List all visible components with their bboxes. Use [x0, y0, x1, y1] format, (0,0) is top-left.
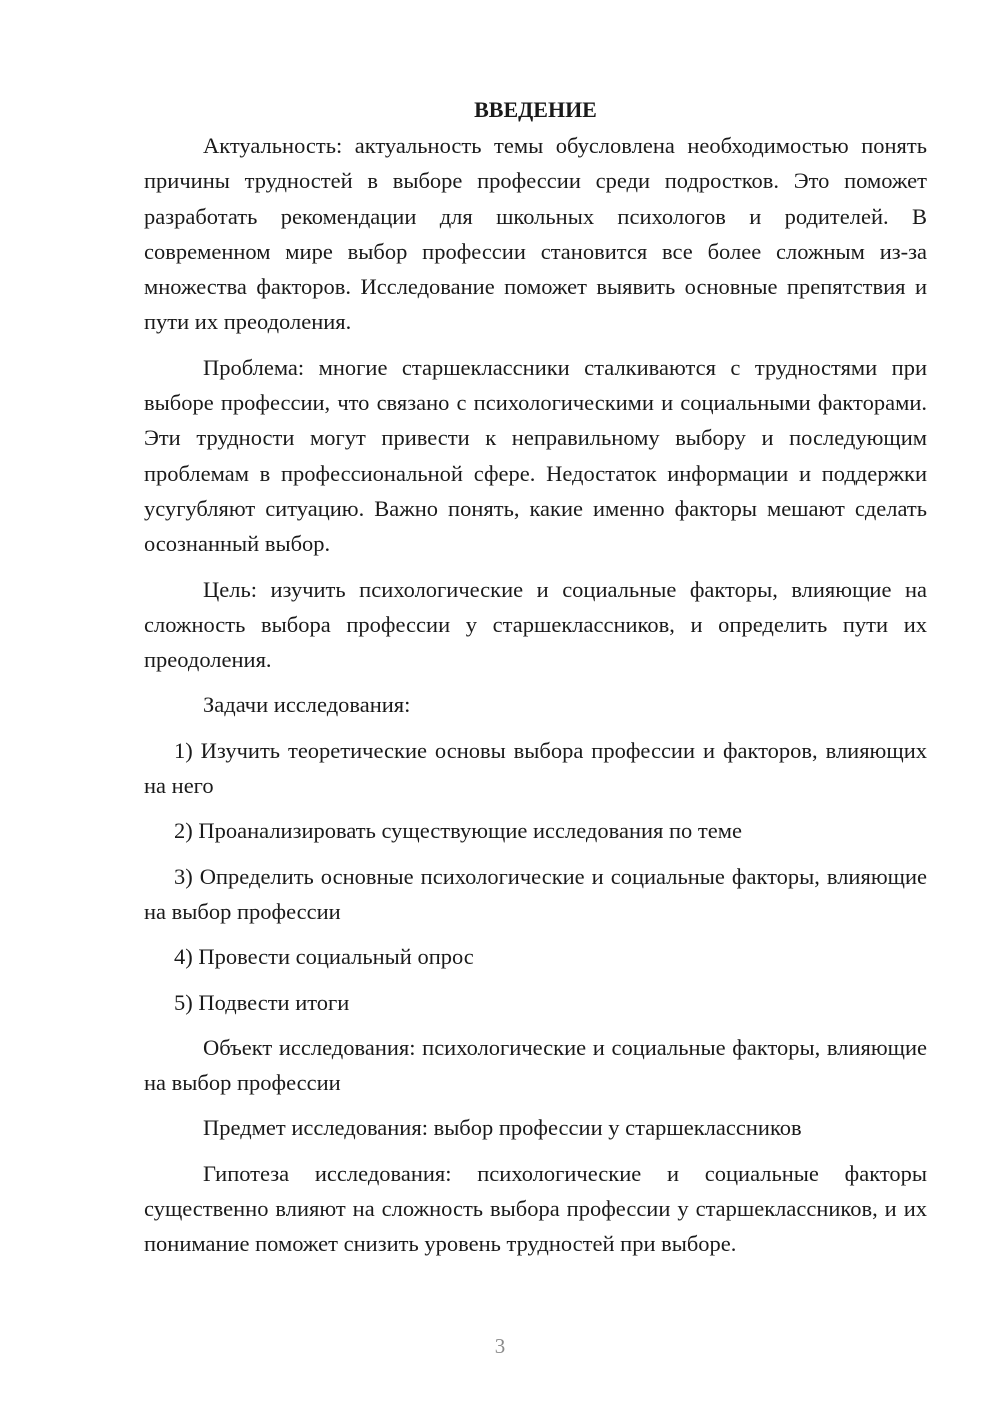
task-item-4: 4) Провести социальный опрос — [174, 944, 474, 970]
problem-paragraph: Проблема: многие старшеклассники сталкиваются с трудностями при выборе профессии, что связано с психологическими и социальными факторами. Эти трудности могут привести к неправильному выбору и последующим проблемам в профессиональной сфере. Недостаток информации и поддержки усугубляют ситуацию. Важно понять, какие именно факторы мешают сделать осознанный выбор. — [144, 354, 927, 557]
task-item-5: 5) Подвести итоги — [174, 989, 350, 1015]
relevance-paragraph: Актуальность: актуальность темы обусловлена необходимостью понять причины трудностей в выборе профессии среди подростков. Это поможет разработать рекомендации для школьных психологов и родителей. В современном мире выбор профессии становится все более сложным из-за множества факторов. Исследование поможет выявить основные препятствия и пути их преодоления. — [144, 133, 927, 335]
document-body — [144, 92, 927, 1262]
task-item-3: 3) Определить основные психологические и социальные факторы, влияющие на выбор профессии — [144, 863, 927, 924]
section-heading: ВВЕДЕНИЕ — [474, 97, 597, 122]
tasks-title: Задачи исследования: — [203, 692, 411, 718]
subject-paragraph: Предмет исследования: выбор профессии у старшеклассников — [203, 1115, 802, 1141]
page-number: 3 — [494, 1334, 506, 1358]
object-paragraph: Объект исследования: психологические и социальные факторы, влияющие на выбор профессии — [144, 1034, 927, 1096]
goal-paragraph: Цель: изучить психологические и социальные факторы, влияющие на сложность выбора профессии у старшеклассников, и определить пути их преодоления. — [144, 576, 927, 673]
task-item-2: 2) Проанализировать существующие исследования по теме — [174, 818, 742, 844]
hypothesis-paragraph: Гипотеза исследования: психологические и социальные факторы существенно влияют на сложность выбора профессии у старшеклассников, и их понимание поможет снизить уровень трудностей при выборе. — [144, 1160, 927, 1257]
task-item-1: 1) Изучить теоретические основы выбора профессии и факторов, влияющих на него — [144, 737, 927, 799]
